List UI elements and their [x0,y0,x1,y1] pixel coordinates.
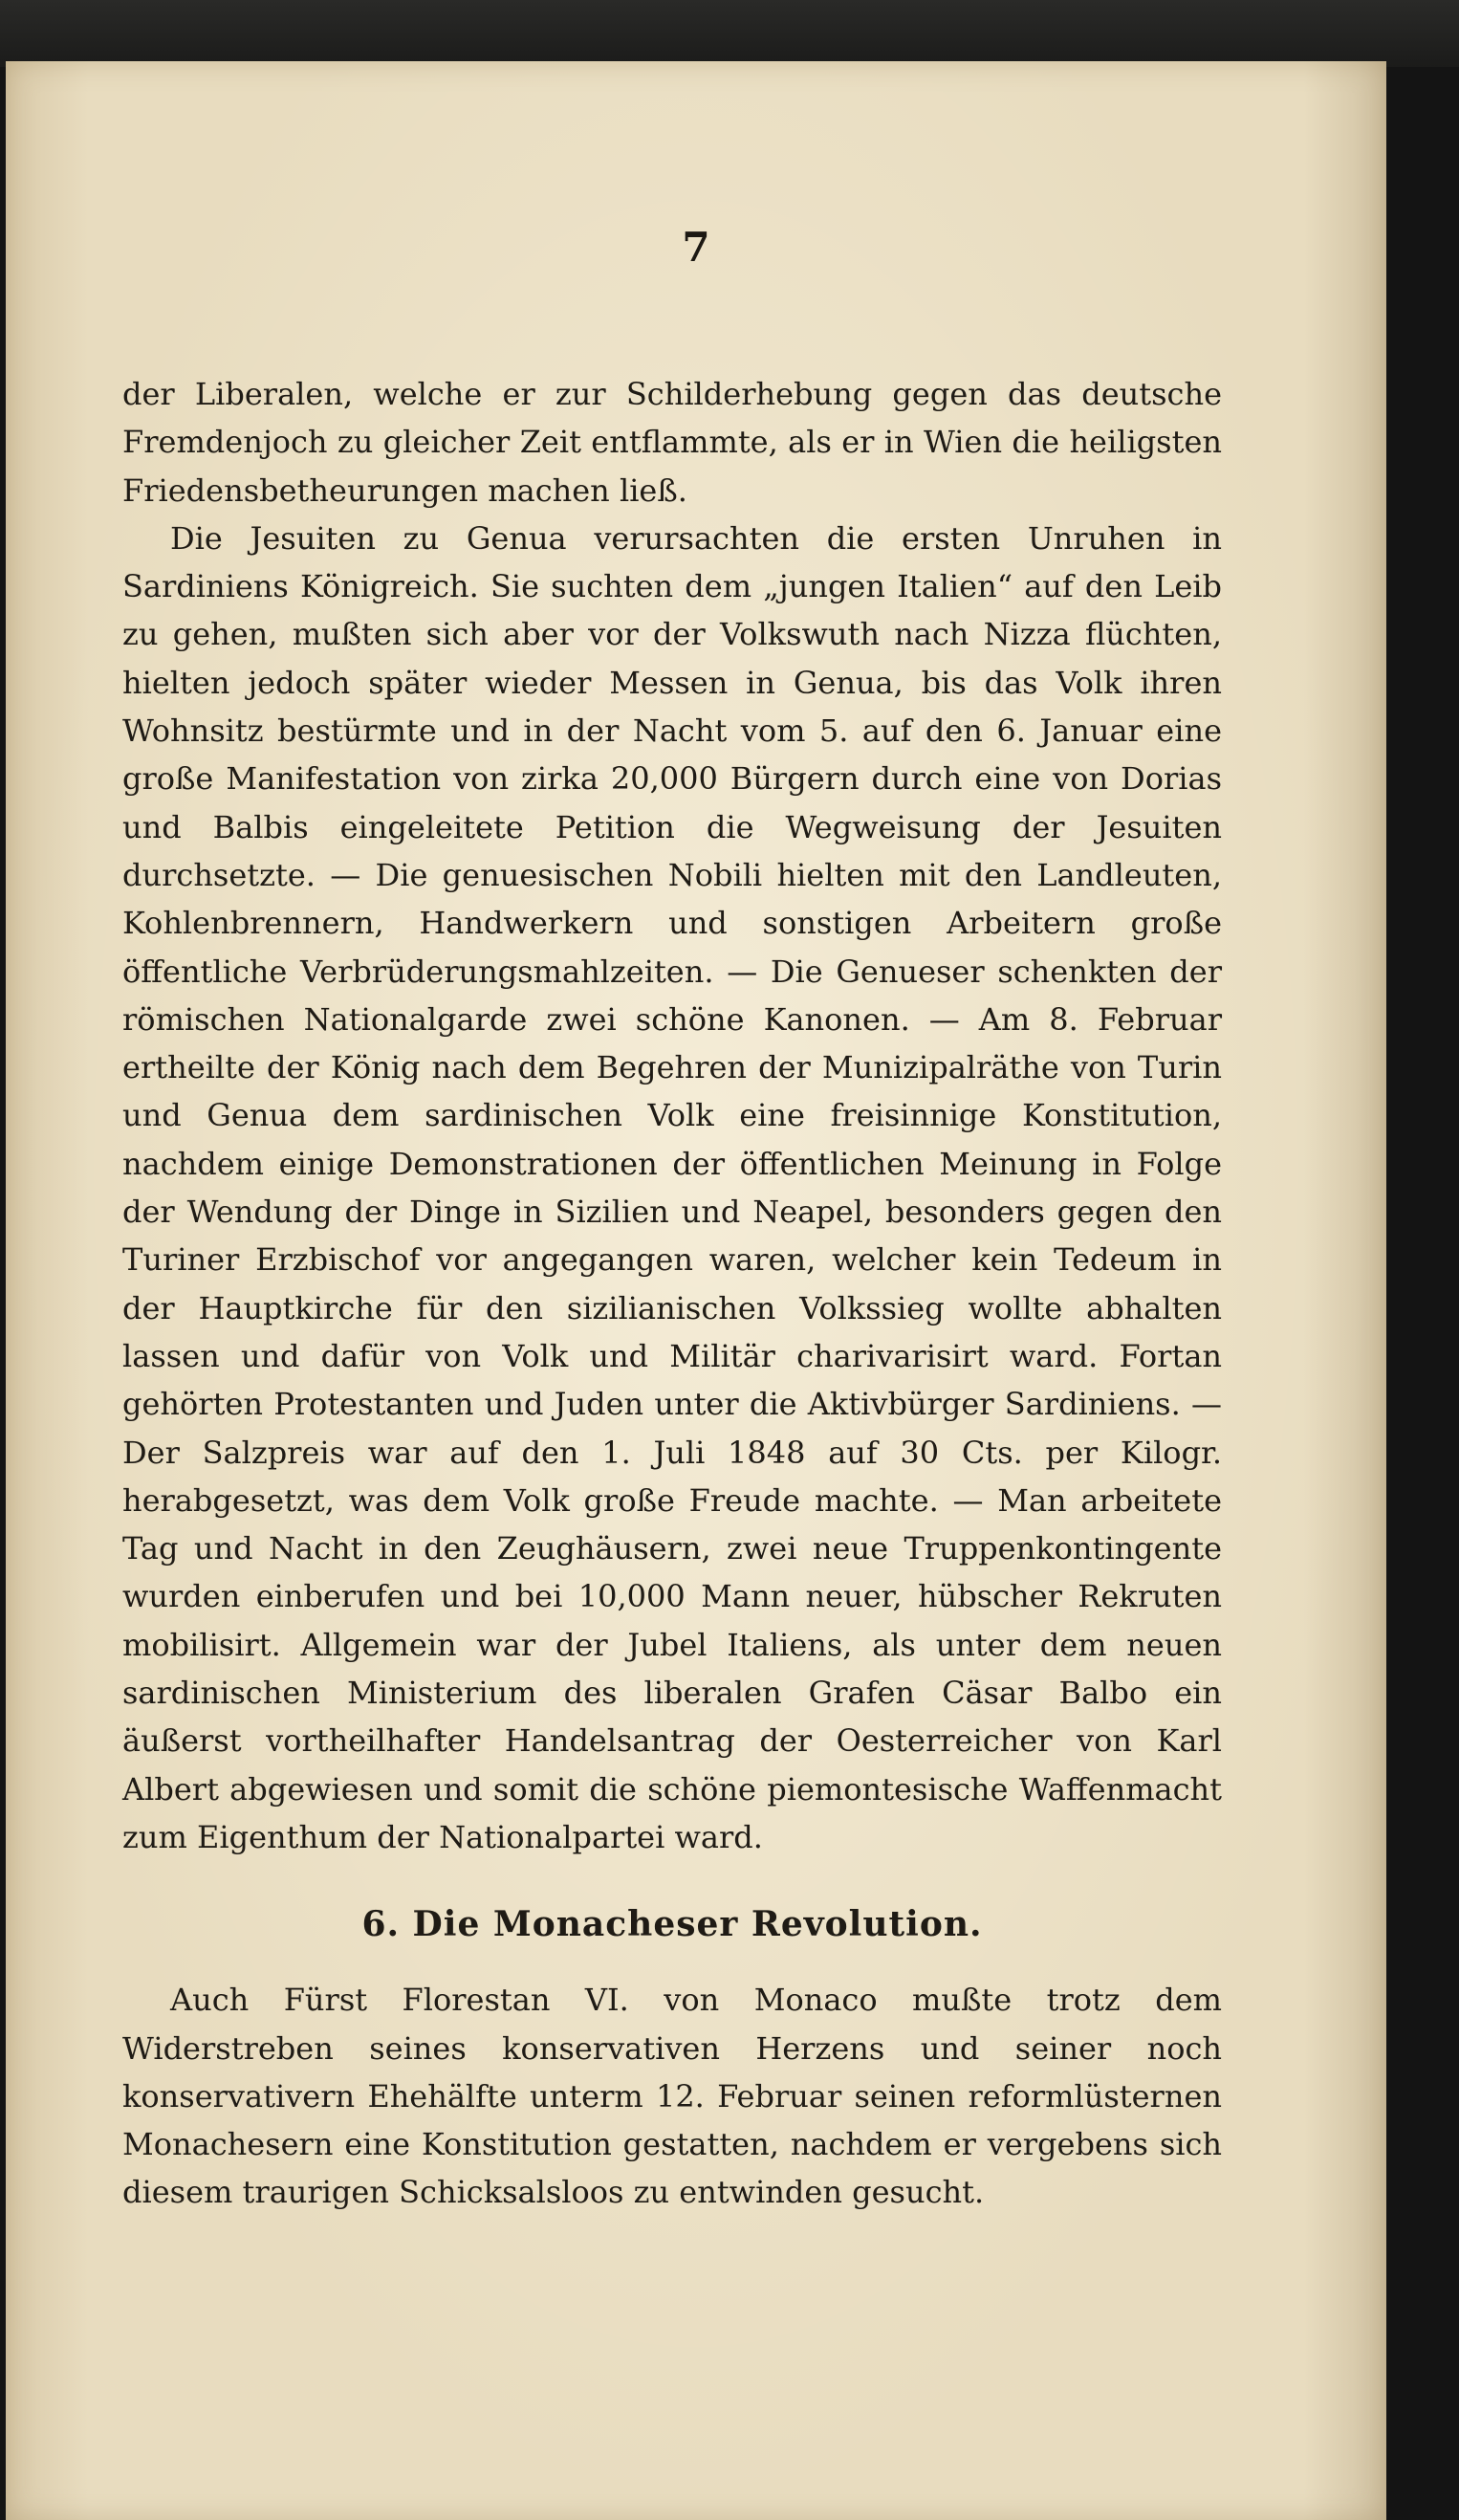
page-number: 7 [682,224,710,271]
book-page [6,61,1386,2520]
paragraph-jesuits-genua: Die Jesuiten zu Genua verursachten die ersten Unruhen in Sardiniens Königreich. Sie suchten dem „jungen Italien“ auf den Leib zu gehen, mußten sich aber vor der Volkswuth nach Nizza flüchten, hielten jedoch später wieder Messen in Genua, bis das Volk ihren Wohnsitz bestürmte und in der Nacht vom 5. auf den 6. Januar eine große Manifestation von zirka 20,000 Bürgern durch eine von Dorias und Balbis eingeleitete Petition die Wegweisung der Jesuiten durchsetzte. — Die genuesischen Nobili hielten mit den Landleuten, Kohlenbrennern, Handwerkern und sonstigen Arbeitern große öffentliche Verbrüderungsmahlzeiten. — Die Genueser schenkten der römischen Nationalgarde zwei schöne Kanonen. — Am 8. Februar ertheilte der König nach dem Begehren der Munizipalräthe von Turin und Genua dem sardinischen Volk eine freisinnige Konstitution, nachdem einige Demonstrationen der öffentlichen Meinung in Folge der Wendung der Dinge in Sizilien und Neapel, besonders gegen den Turiner Erzbischof vor angegangen waren, welcher kein Tedeum in der Hauptkirche für den sizilianischen Volkssieg wollte abhalten lassen und dafür von Volk und Militär charivarisirt ward. Fortan gehörten Protestanten und Juden unter die Aktivbürger Sardiniens. — Der Salzpreis war auf den 1. Juli 1848 auf 30 Cts. per Kilogr. herabgesetzt, was dem Volk große Freude machte. — Man arbeitete Tag und Nacht in den Zeughäusern, zwei neue Truppenkontingente wurden einberufen und bei 10,000 Mann neuer, hübscher Rekruten mobilisirt. Allgemein war der Jubel Italiens, als unter dem neuen sardinischen Ministerium des liberalen Grafen Cäsar Balbo ein äußerst vortheilhafter Handelsantrag der Oesterreicher von Karl Albert abgewiesen und somit die schöne piemontesische Waffenmacht zum Eigenthum der Nationalpartei ward. [122,519,1222,1855]
section-heading: 6. Die Monacheser Revolution. [361,1904,983,1945]
scanner-edge [0,0,1459,67]
text-block [122,370,1222,2217]
paragraph-continuation: der Liberalen, welche er zur Schilderhebung gegen das deutsche Fremdenjoch zu gleicher Zeit entflammte, als er in Wien die heiligsten Friedensbetheurungen machen ließ. [122,376,1222,509]
paragraph-monaco: Auch Fürst Florestan VI. von Monaco mußte trotz dem Widerstreben seines konservativen Herzens und seiner noch konservativern Ehehälfte unterm 12. Februar seinen reformlüsternen Monachesern eine Konstitution gestatten, nachdem er vergebens sich diesem traurigen Schicksalsloos zu entwinden gesucht. [122,1982,1222,2211]
